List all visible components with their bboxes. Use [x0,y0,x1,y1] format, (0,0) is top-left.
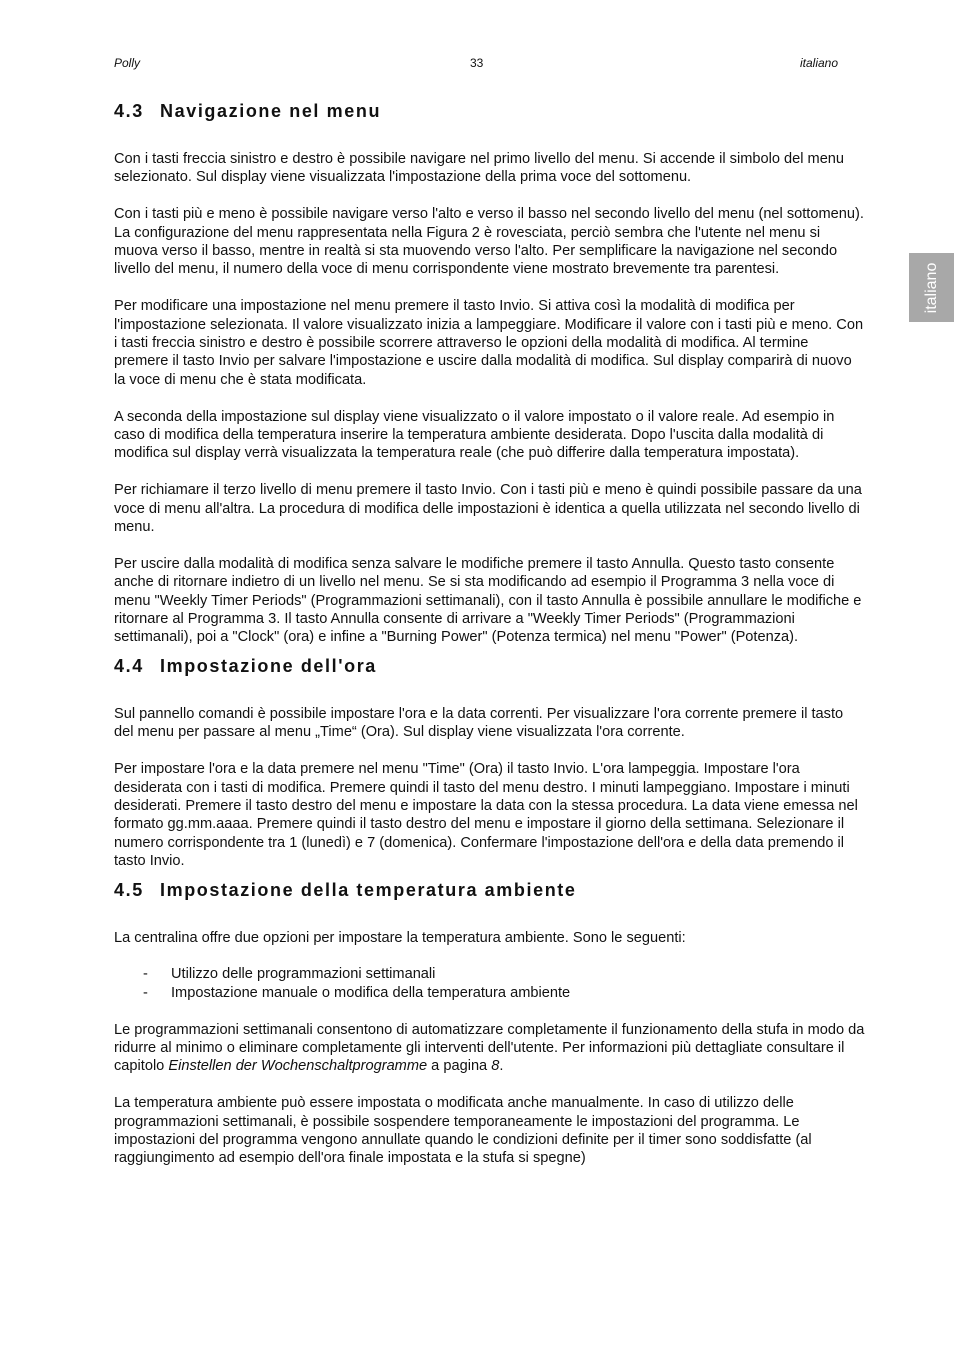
section-title: Impostazione della temperatura ambiente [160,879,577,900]
chapter-reference: Einstellen der Wochenschaltprogramme [168,1058,428,1075]
paragraph: A seconda della impostazione sul display viene visualizzato o il valore impostato o il valore reale. Ad esempio in caso di modifica della temperatura inserire la temperatura ambiente desiderata. Dopo l'uscita dalla modalità di modifica sul display verrà visualizzata la temperatura reale (che può differire dalla temperatura impostata). [114,408,835,462]
language-side-tab-label: italiano [922,262,940,313]
list-item: - Utilizzo delle programmazioni settimanali [143,966,436,983]
page-reference: 8 [491,1058,500,1075]
section-heading-4-4 [114,653,866,679]
paragraph: Sul pannello comandi è possibile impostare l'ora e la data correnti. Per visualizzare l'ora corrente premere il tasto del menu per passare al menu „Time“ (Ora). Sul display viene visualizzata l'ora corrente. [114,705,844,741]
header-page-number: 33 [470,56,484,70]
page-content [114,98,866,1168]
paragraph: Le programmazioni settimanali consentono di automatizzare completamente il funzionamento della stufa in modo da ridurre al minimo o eliminare completamente gli interventi dell'utente. Per informazioni più dettagliate consultare il capitolo Einstellen der Wochenschaltprogramme a pagina 8. [114,1021,865,1075]
header-language: italiano [800,56,839,70]
section-heading-4-5 [114,877,866,903]
paragraph: Per impostare l'ora e la data premere nel menu "Time" (Ora) il tasto Invio. L'ora lampeggia. Impostare l'ora desiderata con i tasti di modifica. Premere quindi il tasto del menu destro. I minuti lampeggiano. Impostare i minuti desiderati. Premere il tasto destro del menu e impostare la data con la stessa procedura. La data viene emessa nel formato gg.mm.aaaa. Premere quindi il tasto destro del menu e impostare il giorno della settimana. Selezionare il numero corrispondente tra 1 (lunedì) e 7 (domenica). Confermare l'impostazione dell'ora e della data premendo il tasto Invio. [114,761,858,870]
paragraph: La temperatura ambiente può essere impostata o modificata anche manualmente. In caso di utilizzo delle programmazioni settimanali, è possibile sospendere temporaneamente le impostazioni del programma. Le impostazioni del programma vengono annullate quando le condizioni definite per il timer sono soddisfatte (al raggiungimento ad esempio dell'ora finale impostata e la stufa si spegne) [114,1095,812,1167]
options-list [114,965,866,1002]
paragraph: Per modificare una impostazione nel menu premere il tasto Invio. Si attiva così la modalità di modifica per l'impostazione selezionata. Il valore visualizzato inizia a lampeggiare. Modificare il valore con i tasti più e meno. Con i tasti freccia sinistro e destro è possibile scorrere attraverso le opzioni della modalità di modifica. Al termine premere il tasto Invio per salvare l'impostazione e uscire dalla modalità di modifica. Sul display comparirà di nuovo la voce di menu che è stata modificata. [114,298,864,388]
paragraph: Con i tasti freccia sinistro e destro è possibile navigare nel primo livello del menu. Si accende il simbolo del menu selezionato. Sul display viene visualizzata l'impostazione della prima voce del sottomenu. [114,151,845,186]
list-item: - Impostazione manuale o modifica della temperatura ambiente [143,984,571,1001]
section-number: 4.4 [114,655,144,676]
section-heading-4-3 [114,98,866,124]
paragraph: Per richiamare il terzo livello di menu premere il tasto Invio. Con i tasti più e meno è quindi possibile passare da una voce di menu all'altra. La procedura di modifica delle impostazioni è identica a quella utilizzata nel secondo livello di menu. [114,482,862,536]
section-title: Impostazione dell'ora [160,655,377,676]
language-side-tab [909,253,954,322]
section-number: 4.5 [114,879,144,900]
header-document-name: Polly [114,56,141,70]
section-number: 4.3 [114,101,144,121]
paragraph: Con i tasti più e meno è possibile navigare verso l'alto e verso il basso nel secondo livello del menu (nel sottomenu). La configurazione del menu rappresentata nella Figura 2 è rovesciata, perciò sembra che l'utente nel menu si muova verso il basso, mentre in realtà si sta muovendo verso l'alto. Per semplificare la navigazione nel secondo livello del menu, il numero della voce di menu corrispondente viene mostrato brevemente tra parentesi. [114,206,864,278]
paragraph: La centralina offre due opzioni per impostare la temperatura ambiente. Sono le seguenti: [114,929,686,946]
section-title: Navigazione nel menu [160,101,382,121]
paragraph: Per uscire dalla modalità di modifica senza salvare le modifiche premere il tasto Annulla. Questo tasto consente anche di ritornare indietro di un livello nel menu. Se si sta modificando ad esempio il Programma 3 nella voce di menu "Weekly Timer Periods" (Programmazioni settimanali), con il tasto Annulla è possibile annullare le modifiche e ritornare al Programma 3. Il tasto Annulla consente di arrivare a "Weekly Timer Periods" (Programmazioni settimanali), poi a "Clock" (ora) e infine a "Burning Power" (Potenza termica) nel menu "Power" (Potenza). [114,555,862,646]
